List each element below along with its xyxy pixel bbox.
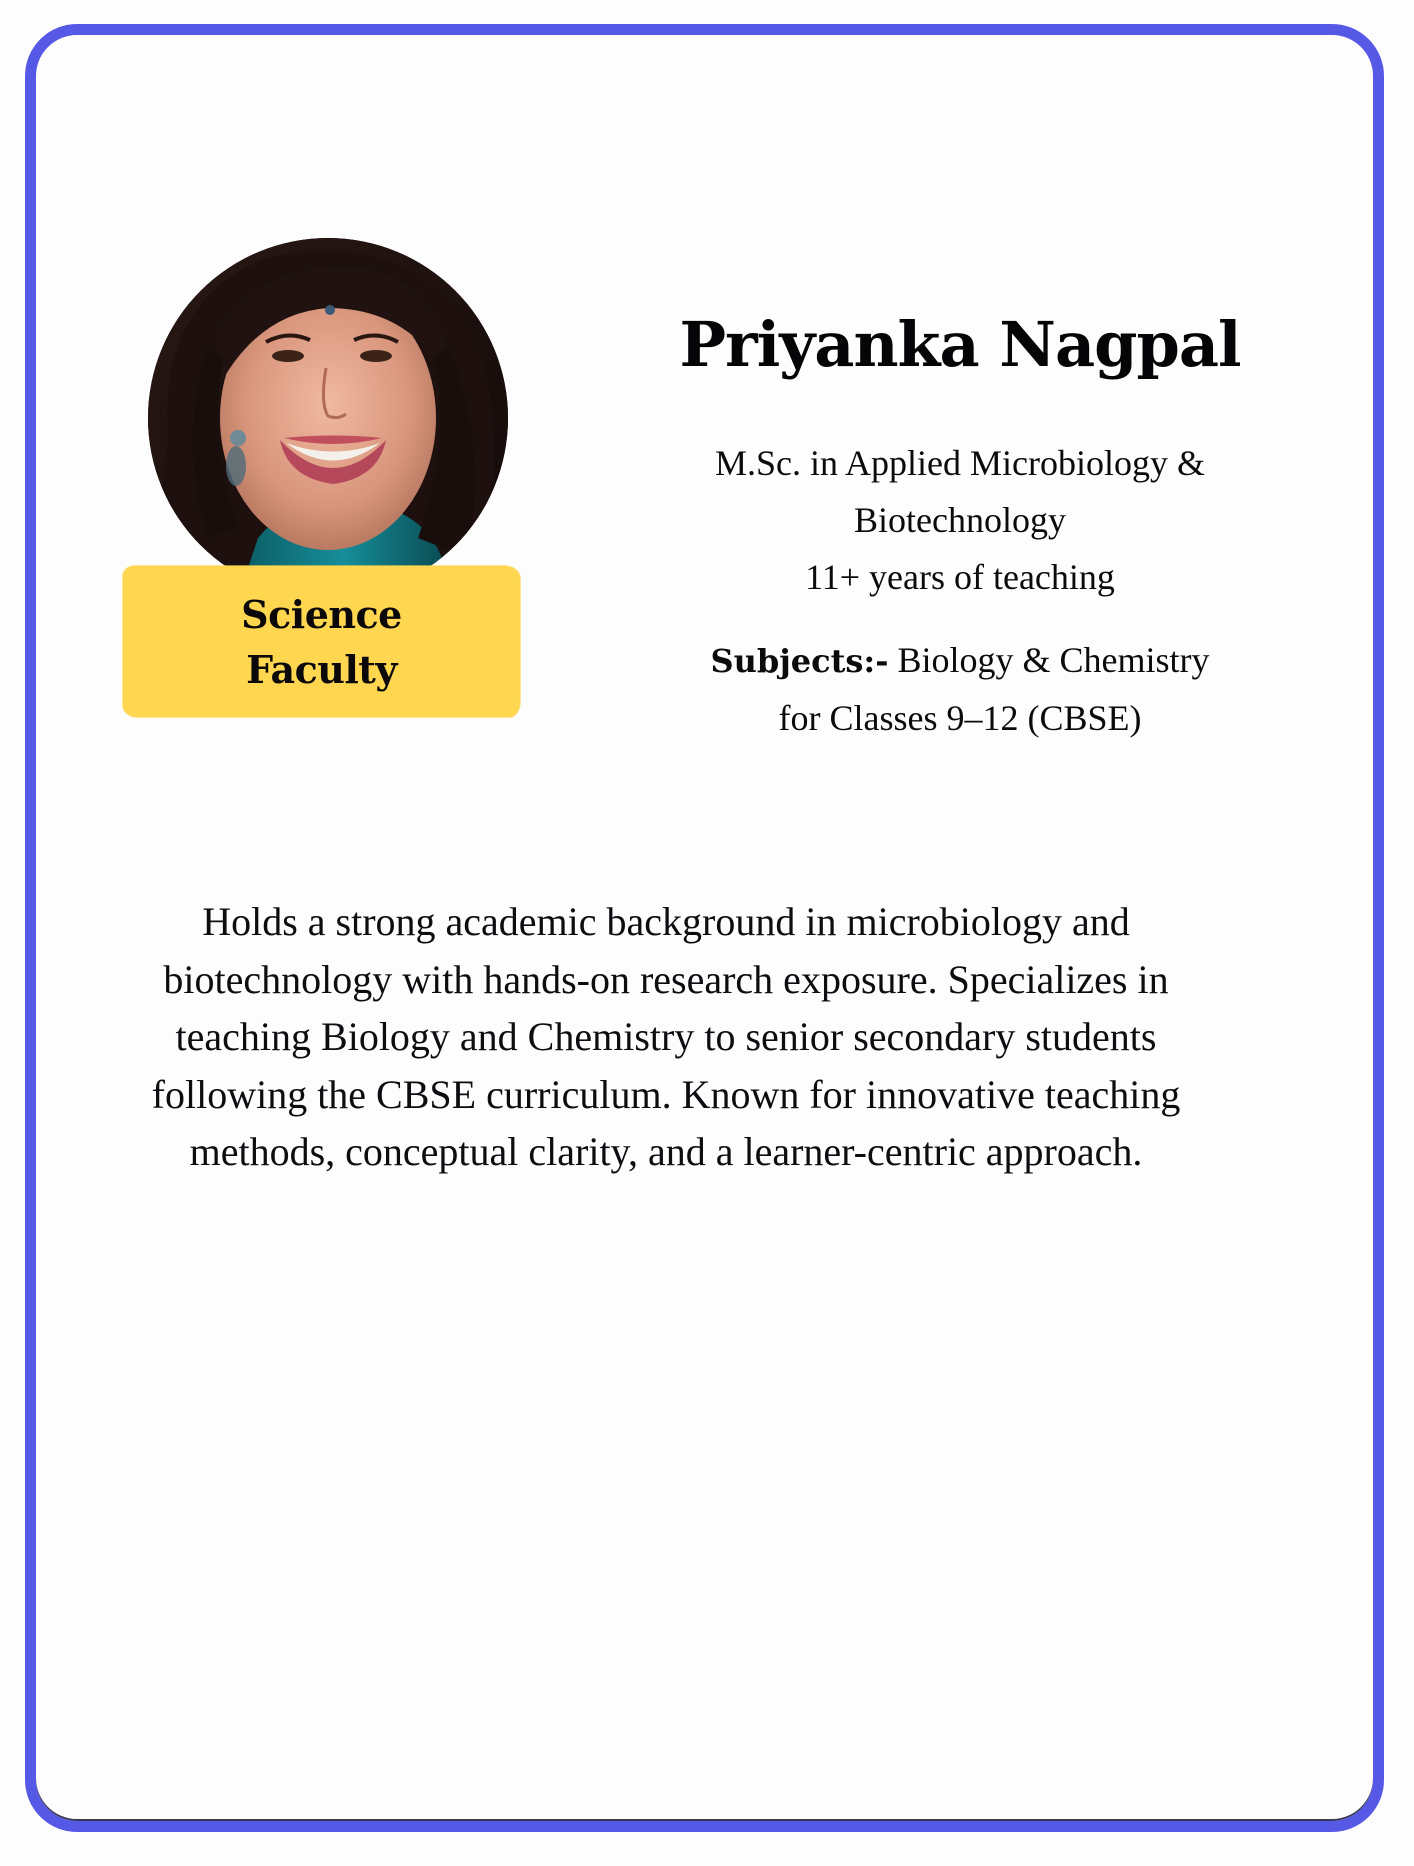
credential-experience: 11+ years of teaching [805, 557, 1115, 597]
department-badge [123, 566, 520, 717]
credential-degree-line-2: Biotechnology [854, 500, 1066, 540]
subjects-line-1 [560, 632, 1360, 690]
subjects-line-2: for Classes 9–12 (CBSE) [778, 698, 1142, 738]
credentials [560, 435, 1360, 606]
credential-degree-line-1: M.Sc. in Applied Microbiology & [715, 443, 1205, 483]
portrait-photo-icon [148, 238, 508, 598]
badge-line-science: Science [241, 591, 402, 637]
bio-line: teaching Biology and Chemistry to senior secondary students [175, 1014, 1157, 1059]
subjects-value: Biology & Chemistry [888, 640, 1210, 680]
subjects [560, 632, 1360, 747]
bio-line: Holds a strong academic background in microbiology and [202, 899, 1130, 944]
bio-paragraph [100, 893, 1232, 1181]
bio-line: methods, conceptual clarity, and a learner-centric approach. [189, 1129, 1143, 1174]
subjects-label: Subjects:- [710, 642, 889, 680]
faculty-name: Priyanka Nagpal [679, 308, 1241, 381]
badge-line-faculty: Faculty [246, 646, 397, 692]
bio-line: following the CBSE curriculum. Known for innovative teaching [151, 1071, 1181, 1117]
bio-line: biotechnology with hands-on research exposure. Specializes in [163, 956, 1169, 1002]
profile-photo [148, 238, 508, 598]
